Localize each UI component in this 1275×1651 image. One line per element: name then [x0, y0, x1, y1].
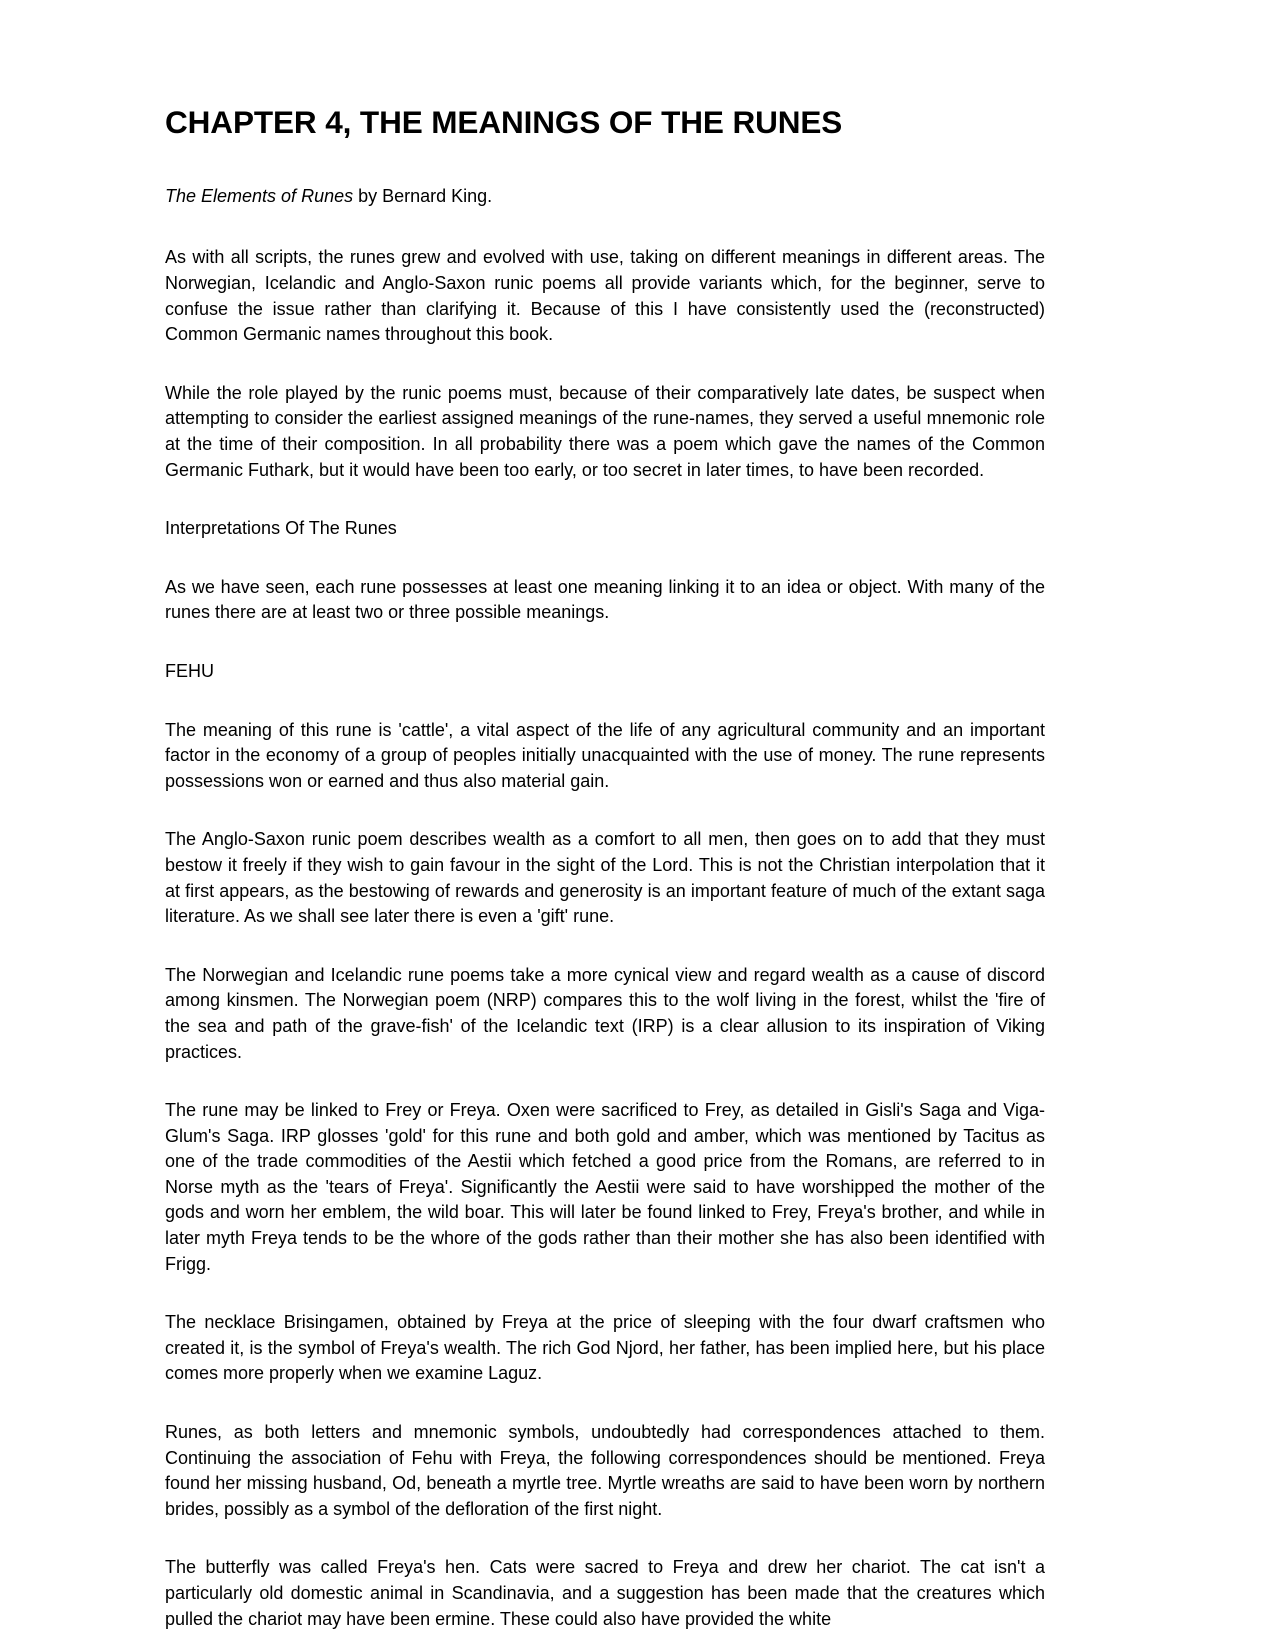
- paragraph-intro-scripts: As with all scripts, the runes grew and evolved with use, taking on different meanings in different areas. The Norwegian, Icelandic and Anglo-Saxon runic poems all provide variants which, for the beginner, serve to confuse the issue rather than clarifying it. Because of this I have consistently used the (reconstructed) Common Germanic names throughout this book.: [165, 247, 1045, 345]
- document-content: [165, 104, 1045, 1632]
- paragraph-meanings-count: As we have seen, each rune possesses at least one meaning linking it to an idea or object. With many of the runes there are at least two or three possible meanings.: [165, 576, 1045, 623]
- byline: [165, 184, 1045, 208]
- byline-book-title: The Elements of Runes: [165, 186, 354, 207]
- paragraph-norwegian-icelandic-poems: The Norwegian and Icelandic rune poems take a more cynical view and regard wealth as a cause of discord among kinsmen. The Norwegian poem (NRP) compares this to the wolf living in the forest, whilst the 'fire of the sea and path of the grave-fish' of the Icelandic text (IRP) is a clear allusion to its inspiration of Viking practices.: [165, 964, 1045, 1062]
- paragraph-fehu-cattle: The meaning of this rune is 'cattle', a vital aspect of the life of any agricultural community and an important factor in the economy of a group of peoples initially unacquainted with the use of money. The rune represents possessions won or earned and thus also material gain.: [165, 719, 1045, 791]
- paragraph-correspondences: Runes, as both letters and mnemonic symbols, undoubtedly had correspondences attached to them. Continuing the association of Fehu with Freya, the following correspondences should be mentioned. Freya found her missing husband, Od, beneath a myrtle tree. Myrtle wreaths are said to have been worn by northern brides, possibly as a symbol of the defloration of the first night.: [165, 1422, 1045, 1519]
- paragraph-frey-freya-link: The rune may be linked to Frey or Freya. Oxen were sacrificed to Frey, as detailed in Gisli's Saga and Viga-Glum's Saga. IRP glosses 'gold' for this rune and both gold and amber, which was mentioned by Tacitus as one of the trade commodities of the Aestii which fetched a good price from the Romans, are referred to in Norse myth as the 'tears of Freya'. Significantly the Aestii were said to have worshipped the mother of the gods and worn her emblem, the wild boar. This will later be found linked to Frey, Freya's brother, and while in later myth Freya tends to be the whore of the gods rather than their mother she has also been identified with Frigg.: [165, 1100, 1045, 1274]
- rune-name-fehu: FEHU: [165, 660, 214, 681]
- section-heading-interpretations: Interpretations Of The Runes: [165, 518, 397, 539]
- paragraph-anglo-saxon-poem: The Anglo-Saxon runic poem describes wealth as a comfort to all men, then goes on to add that they must bestow it freely if they wish to gain favour in the sight of the Lord. This is not the Christian interpolation that it at first appears, as the bestowing of rewards and generosity is an important feature of much of the extant saga literature. As we shall see later there is even a 'gift' rune.: [165, 829, 1045, 927]
- paragraph-runic-poems-role: While the role played by the runic poems must, because of their comparatively late dates, be suspect when attempting to consider the earliest assigned meanings of the rune-names, they served a useful mnemonic role at the time of their composition. In all probability there was a poem which gave the names of the Common Germanic Futhark, but it would have been too early, or too secret in later times, to have been recorded.: [165, 382, 1045, 480]
- paragraph-butterfly-cats: The butterfly was called Freya's hen. Cats were sacred to Freya and drew her chariot. The cat isn't a particularly old domestic animal in Scandinavia, and a suggestion has been made that the creatures which pulled the chariot may have been ermine. These could also have provided the white: [165, 1557, 1045, 1629]
- page-title: CHAPTER 4, THE MEANINGS OF THE RUNES: [165, 104, 843, 140]
- paragraph-brisingamen: The necklace Brisingamen, obtained by Freya at the price of sleeping with the four dwarf craftsmen who created it, is the symbol of Freya's wealth. The rich God Njord, her father, has been implied here, but his place comes more properly when we examine Laguz.: [165, 1312, 1045, 1384]
- byline-attribution: by Bernard King.: [353, 186, 493, 207]
